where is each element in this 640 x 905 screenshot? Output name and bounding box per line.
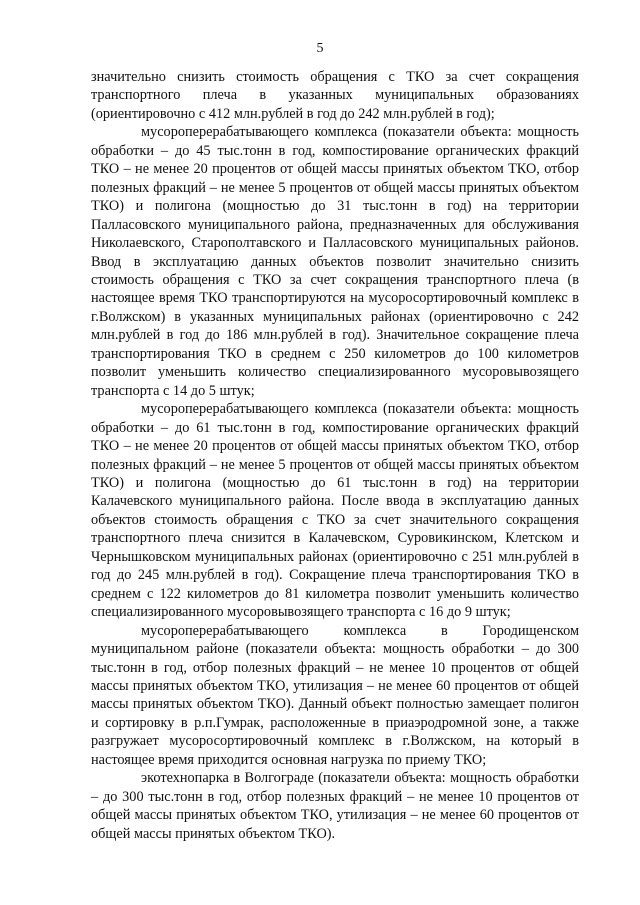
page-number: 5 [316, 41, 324, 56]
paragraph-continuation: значительно снизить стоимость обращения с ТКО за счет сокращения транспортного плеча в указанных муниципальных образованиях (ориентировочно с 412 млн.рублей в год до 242 млн.рублей в год); [91, 69, 579, 122]
paragraph-volgograd-ecotechnopark: экотехнопарка в Волгограде (показатели объекта: мощность обработки – до 300 тыс.тонн в год, отбор полезных фракций – не менее 10 процентов от общей массы принятых объектом ТКО, утилизация – не менее 60 процентов от общей массы принятых объектом ТКО). [91, 770, 579, 842]
paragraph-pallasovsky-complex: мусороперерабатывающего комплекса (показатели объекта: мощность обработки – до 45 тыс.тонн в год, компостирование органических фракций ТКО – не менее 20 процентов от общей массы принятых объектом ТКО, отбор полезных фракций – не менее 5 процентов от общей массы принятых объектом ТКО) и полигона (мощностью до 31 тыс.тонн в год) на территории Палласовского муниципального района, предназначенных для обслуживания Николаевского, Старополтавского и Палласовского муниципальных районов. Ввод в эксплуатацию данных объектов позволит значительно снизить стоимость обращения с ТКО за счет сокращения транспортного плеча (в настоящее время ТКО транспортируются на мусоросортировочный комплекс в г.Волжском) в указанных муниципальных районах (ориентировочно с 242 млн.рублей в год до 186 млн.рублей в год). Значительное сокращение плеча транспортирования ТКО в среднем с 250 километров до 100 километров позволит уменьшить количество специализированного мусоровывозящего транспорта с 14 до 5 штук; [91, 124, 579, 399]
paragraph-kalachevsky-complex: мусороперерабатывающего комплекса (показатели объекта: мощность обработки – до 61 тыс.тонн в год, компостирование органических фракций ТКО – не менее 20 процентов от общей массы принятых объектом ТКО, отбор полезных фракций – не менее 5 процентов от общей массы принятых объектом ТКО) и полигона (мощностью до 61 тыс.тонн в год) на территории Калачевского муниципального района. После ввода в эксплуатацию данных объектов стоимость обращения с ТКО за счет значительного сокращения транспортного плеча снизится в Калачевском, Суровикинском, Клетском и Чернышковском муниципальных районах (ориентировочно с 251 млн.рублей в год до 245 млн.рублей в год). Сокращение плеча транспортирования ТКО в среднем с 122 километров до 81 километра позволит уменьшить количество специализированного мусоровывозящего транспорта с 16 до 9 штук; [91, 401, 579, 621]
document-body [91, 68, 579, 843]
paragraph-gorodishchensky-complex: мусороперерабатывающего комплекса в Городищенском муниципальном районе (показатели объекта: мощность обработки – до 300 тыс.тонн в год, отбор полезных фракций – не менее 10 процентов от общей массы принятых объектом ТКО, утилизация – не менее 60 процентов от общей массы принятых объектом ТКО). Данный объект полностью замещает полигон и сортировку в р.п.Гумрак, расположенные в приаэродромной зоне, а также разгружает мусоросортировочный комплекс в г.Волжском, на который в настоящее время приходится основная нагрузка по приему ТКО; [91, 622, 579, 768]
